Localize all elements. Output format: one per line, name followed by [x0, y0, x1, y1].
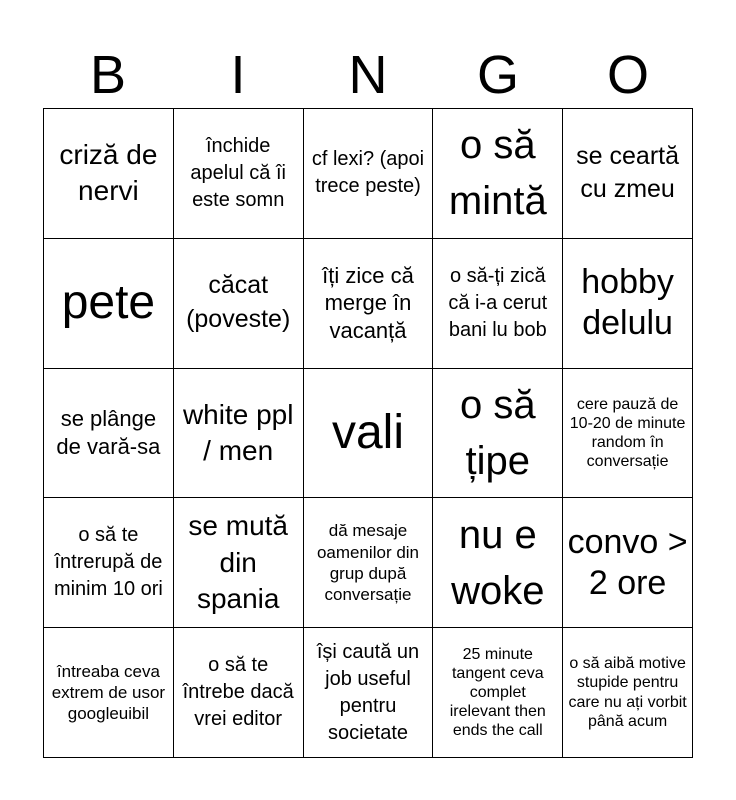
- bingo-cell[interactable]: o să aibă motive stupide pentru care nu ați vorbit până acum: [563, 628, 693, 758]
- bingo-cell[interactable]: cere pauză de 10-20 de minute random în conversație: [563, 369, 693, 499]
- bingo-cell[interactable]: convo > 2 ore: [563, 498, 693, 628]
- bingo-cell[interactable]: pete: [44, 239, 174, 369]
- bingo-cell[interactable]: își caută un job useful pentru societate: [304, 628, 434, 758]
- header-letter-b: B: [89, 45, 127, 105]
- bingo-cell[interactable]: cf lexi? (apoi trece peste): [304, 109, 434, 239]
- bingo-cell[interactable]: dă mesaje oamenilor din grup după conversație: [304, 498, 434, 628]
- bingo-grid: [43, 108, 693, 758]
- bingo-cell[interactable]: se mută din spania: [174, 498, 304, 628]
- bingo-cell[interactable]: nu e woke: [433, 498, 563, 628]
- bingo-cell[interactable]: întreaba ceva extrem de usor googleuibil: [44, 628, 174, 758]
- bingo-cell[interactable]: 25 minute tangent ceva complet irelevant then ends the call: [433, 628, 563, 758]
- bingo-header: [43, 40, 693, 110]
- bingo-cell[interactable]: se ceartă cu zmeu: [563, 109, 693, 239]
- bingo-cell[interactable]: o să te întrerupă de minim 10 ori: [44, 498, 174, 628]
- bingo-cell[interactable]: white ppl / men: [174, 369, 304, 499]
- header-letter-i: I: [230, 45, 246, 105]
- bingo-cell[interactable]: o să-ți zică că i-a cerut bani lu bob: [433, 239, 563, 369]
- bingo-cell[interactable]: o să mintă: [433, 109, 563, 239]
- bingo-cell[interactable]: o să te întrebe dacă vrei editor: [174, 628, 304, 758]
- bingo-cell[interactable]: se plânge de vară-sa: [44, 369, 174, 499]
- bingo-cell[interactable]: închide apelul că îi este somn: [174, 109, 304, 239]
- bingo-cell[interactable]: vali: [304, 369, 434, 499]
- bingo-cell[interactable]: hobby delulu: [563, 239, 693, 369]
- bingo-cell[interactable]: îți zice că merge în vacanță: [304, 239, 434, 369]
- bingo-cell[interactable]: căcat (poveste): [174, 239, 304, 369]
- bingo-cell[interactable]: o să țipe: [433, 369, 563, 499]
- header-letter-g: G: [476, 45, 519, 105]
- header-letter-o: O: [606, 45, 649, 105]
- header-letter-n: N: [348, 45, 388, 105]
- bingo-cell[interactable]: criză de nervi: [44, 109, 174, 239]
